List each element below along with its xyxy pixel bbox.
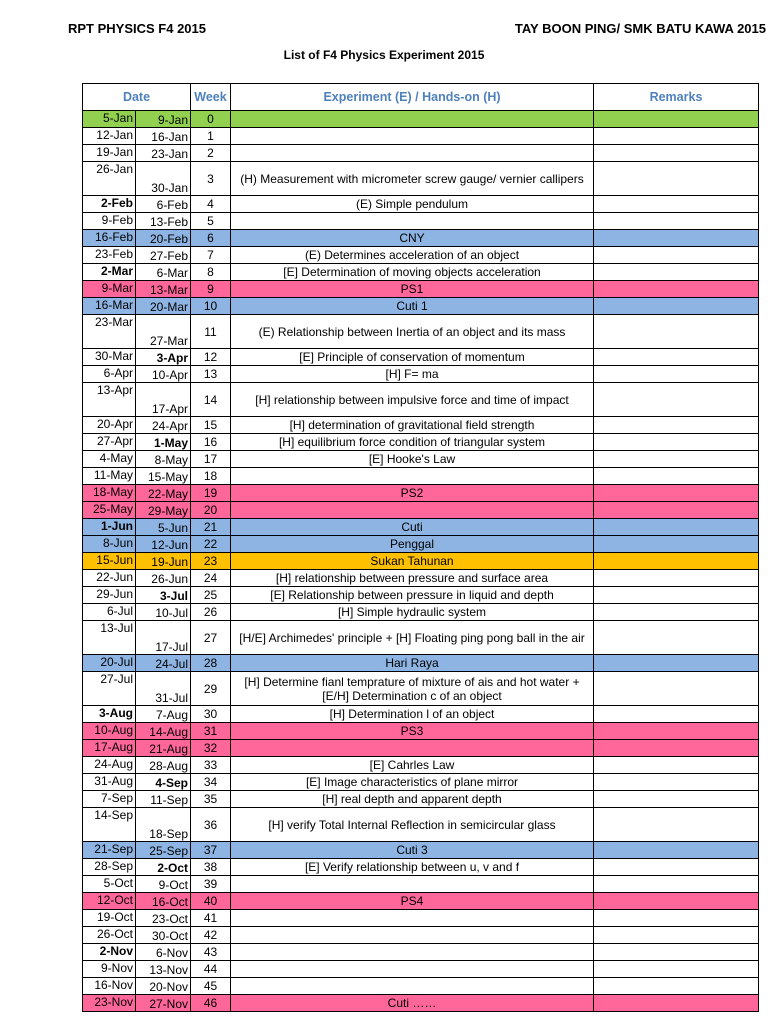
table-row — [83, 723, 759, 740]
week-end-date: 27-Mar — [136, 315, 191, 349]
remarks-cell — [594, 961, 759, 978]
week-start-date: 10-Aug — [83, 723, 136, 740]
week-start-date: 21-Sep — [83, 842, 136, 859]
table-row — [83, 536, 759, 553]
experiment-cell: [H] relationship between pressure and surface area — [231, 570, 594, 587]
experiment-cell: Hari Raya — [231, 655, 594, 672]
week-start-date: 2-Nov — [83, 944, 136, 961]
experiment-cell: (E) Determines acceleration of an object — [231, 247, 594, 264]
week-end-date: 24-Apr — [136, 417, 191, 434]
week-number: 0 — [191, 111, 231, 128]
week-start-date: 9-Feb — [83, 213, 136, 230]
table-row — [83, 468, 759, 485]
week-number: 6 — [191, 230, 231, 247]
remarks-cell — [594, 281, 759, 298]
table-row — [83, 706, 759, 723]
table-row — [83, 128, 759, 145]
experiment-cell — [231, 145, 594, 162]
week-end-date: 16-Oct — [136, 893, 191, 910]
remarks-cell — [594, 893, 759, 910]
experiment-cell: [E] Principle of conservation of momentum — [231, 349, 594, 366]
week-end-date: 17-Apr — [136, 383, 191, 417]
table-row — [83, 944, 759, 961]
week-end-date: 6-Mar — [136, 264, 191, 281]
schedule-body — [83, 111, 759, 1012]
table-row — [83, 740, 759, 757]
week-end-date: 9-Oct — [136, 876, 191, 893]
experiment-cell — [231, 213, 594, 230]
week-end-date: 25-Sep — [136, 842, 191, 859]
remarks-cell — [594, 757, 759, 774]
week-end-date: 5-Jun — [136, 519, 191, 536]
week-end-date: 4-Sep — [136, 774, 191, 791]
table-row — [83, 281, 759, 298]
week-start-date: 16-Mar — [83, 298, 136, 315]
experiment-cell: [H] Determine fianl temprature of mixture of ais and hot water + [E/H] Determination c of an object — [231, 672, 594, 706]
remarks-cell — [594, 740, 759, 757]
week-start-date: 23-Feb — [83, 247, 136, 264]
experiment-schedule-table — [82, 83, 759, 1012]
remarks-cell — [594, 247, 759, 264]
remarks-cell — [594, 502, 759, 519]
week-number: 11 — [191, 315, 231, 349]
remarks-cell — [594, 553, 759, 570]
remarks-cell — [594, 213, 759, 230]
week-number: 14 — [191, 383, 231, 417]
experiment-cell: [H] F= ma — [231, 366, 594, 383]
remarks-cell — [594, 468, 759, 485]
week-end-date: 20-Feb — [136, 230, 191, 247]
remarks-cell — [594, 621, 759, 655]
week-number: 5 — [191, 213, 231, 230]
week-end-date: 3-Jul — [136, 587, 191, 604]
week-number: 17 — [191, 451, 231, 468]
experiment-cell: [H] real depth and apparent depth — [231, 791, 594, 808]
document-subtitle: List of F4 Physics Experiment 2015 — [283, 48, 485, 62]
remarks-cell — [594, 366, 759, 383]
week-start-date: 9-Mar — [83, 281, 136, 298]
week-number: 44 — [191, 961, 231, 978]
week-start-date: 18-May — [83, 485, 136, 502]
remarks-cell — [594, 723, 759, 740]
experiment-cell — [231, 910, 594, 927]
week-number: 27 — [191, 621, 231, 655]
table-row — [83, 315, 759, 349]
table-row — [83, 196, 759, 213]
remarks-cell — [594, 910, 759, 927]
week-end-date: 20-Mar — [136, 298, 191, 315]
week-end-date: 13-Mar — [136, 281, 191, 298]
remarks-cell — [594, 349, 759, 366]
table-row — [83, 927, 759, 944]
week-end-date: 6-Feb — [136, 196, 191, 213]
week-end-date: 27-Feb — [136, 247, 191, 264]
experiment-cell: (E) Simple pendulum — [231, 196, 594, 213]
week-end-date: 29-May — [136, 502, 191, 519]
remarks-cell — [594, 315, 759, 349]
table-row — [83, 519, 759, 536]
table-row — [83, 978, 759, 995]
column-header-week: Week — [191, 84, 231, 111]
experiment-cell: [H] verify Total Internal Reflection in semicircular glass — [231, 808, 594, 842]
week-end-date: 3-Apr — [136, 349, 191, 366]
table-row — [83, 264, 759, 281]
remarks-cell — [594, 417, 759, 434]
week-start-date: 26-Jan — [83, 162, 136, 196]
week-start-date: 27-Jul — [83, 672, 136, 706]
week-start-date: 17-Aug — [83, 740, 136, 757]
remarks-cell — [594, 876, 759, 893]
week-start-date: 14-Sep — [83, 808, 136, 842]
experiment-cell: (E) Relationship between Inertia of an object and its mass — [231, 315, 594, 349]
experiment-cell: [H] determination of gravitational field strength — [231, 417, 594, 434]
week-end-date: 18-Sep — [136, 808, 191, 842]
week-end-date: 19-Jun — [136, 553, 191, 570]
week-start-date: 9-Nov — [83, 961, 136, 978]
week-start-date: 29-Jun — [83, 587, 136, 604]
experiment-cell — [231, 740, 594, 757]
table-row — [83, 417, 759, 434]
remarks-cell — [594, 655, 759, 672]
week-end-date: 26-Jun — [136, 570, 191, 587]
week-start-date: 2-Mar — [83, 264, 136, 281]
week-end-date: 11-Sep — [136, 791, 191, 808]
week-start-date: 22-Jun — [83, 570, 136, 587]
table-row — [83, 349, 759, 366]
remarks-cell — [594, 944, 759, 961]
week-end-date: 22-May — [136, 485, 191, 502]
experiment-cell — [231, 944, 594, 961]
experiment-cell: PS3 — [231, 723, 594, 740]
table-row — [83, 111, 759, 128]
week-number: 38 — [191, 859, 231, 876]
week-start-date: 13-Jul — [83, 621, 136, 655]
week-end-date: 28-Aug — [136, 757, 191, 774]
week-end-date: 21-Aug — [136, 740, 191, 757]
week-end-date: 31-Jul — [136, 672, 191, 706]
experiment-cell: PS2 — [231, 485, 594, 502]
week-end-date: 13-Nov — [136, 961, 191, 978]
week-number: 43 — [191, 944, 231, 961]
week-end-date: 2-Oct — [136, 859, 191, 876]
week-end-date: 30-Jan — [136, 162, 191, 196]
experiment-cell: Cuti 3 — [231, 842, 594, 859]
week-start-date: 2-Feb — [83, 196, 136, 213]
table-row — [83, 859, 759, 876]
week-number: 9 — [191, 281, 231, 298]
table-row — [83, 893, 759, 910]
table-row — [83, 961, 759, 978]
week-end-date: 15-May — [136, 468, 191, 485]
week-start-date: 13-Apr — [83, 383, 136, 417]
remarks-cell — [594, 451, 759, 468]
experiment-cell: Penggal — [231, 536, 594, 553]
week-number: 26 — [191, 604, 231, 621]
week-start-date: 12-Oct — [83, 893, 136, 910]
experiment-cell: [E] Verify relationship between u, v and f — [231, 859, 594, 876]
week-start-date: 23-Nov — [83, 995, 136, 1012]
week-number: 16 — [191, 434, 231, 451]
remarks-cell — [594, 587, 759, 604]
week-start-date: 3-Aug — [83, 706, 136, 723]
experiment-cell: [H] relationship between impulsive force and time of impact — [231, 383, 594, 417]
table-row — [83, 910, 759, 927]
table-row — [83, 247, 759, 264]
week-start-date: 5-Jan — [83, 111, 136, 128]
week-end-date: 9-Jan — [136, 111, 191, 128]
week-number: 24 — [191, 570, 231, 587]
table-row — [83, 383, 759, 417]
experiment-cell — [231, 502, 594, 519]
week-end-date: 13-Feb — [136, 213, 191, 230]
remarks-cell — [594, 264, 759, 281]
week-end-date: 23-Oct — [136, 910, 191, 927]
week-start-date: 6-Apr — [83, 366, 136, 383]
week-number: 15 — [191, 417, 231, 434]
experiment-cell: PS1 — [231, 281, 594, 298]
week-start-date: 1-Jun — [83, 519, 136, 536]
document-header-left: RPT PHYSICS F4 2015 — [68, 21, 206, 36]
week-end-date: 8-May — [136, 451, 191, 468]
week-end-date: 10-Jul — [136, 604, 191, 621]
table-row — [83, 604, 759, 621]
table-row — [83, 434, 759, 451]
column-header-experiment: Experiment (E) / Hands-on (H) — [231, 84, 594, 111]
week-start-date: 19-Jan — [83, 145, 136, 162]
week-start-date: 6-Jul — [83, 604, 136, 621]
experiment-cell: PS4 — [231, 893, 594, 910]
table-row — [83, 570, 759, 587]
remarks-cell — [594, 927, 759, 944]
experiment-cell — [231, 978, 594, 995]
remarks-cell — [594, 162, 759, 196]
week-start-date: 31-Aug — [83, 774, 136, 791]
week-number: 3 — [191, 162, 231, 196]
week-end-date: 27-Nov — [136, 995, 191, 1012]
week-number: 33 — [191, 757, 231, 774]
week-number: 30 — [191, 706, 231, 723]
week-number: 25 — [191, 587, 231, 604]
table-row — [83, 298, 759, 315]
table-row — [83, 757, 759, 774]
week-number: 28 — [191, 655, 231, 672]
experiment-cell: Sukan Tahunan — [231, 553, 594, 570]
week-end-date: 6-Nov — [136, 944, 191, 961]
week-start-date: 27-Apr — [83, 434, 136, 451]
table-row — [83, 655, 759, 672]
remarks-cell — [594, 672, 759, 706]
experiment-cell — [231, 961, 594, 978]
table-row — [83, 774, 759, 791]
remarks-cell — [594, 995, 759, 1012]
column-header-date: Date — [83, 84, 191, 111]
remarks-cell — [594, 791, 759, 808]
week-number: 29 — [191, 672, 231, 706]
remarks-cell — [594, 842, 759, 859]
experiment-cell: Cuti …… — [231, 995, 594, 1012]
experiment-cell: Cuti — [231, 519, 594, 536]
week-start-date: 30-Mar — [83, 349, 136, 366]
week-start-date: 25-May — [83, 502, 136, 519]
week-start-date: 4-May — [83, 451, 136, 468]
week-start-date: 11-May — [83, 468, 136, 485]
week-start-date: 16-Feb — [83, 230, 136, 247]
week-number: 8 — [191, 264, 231, 281]
week-start-date: 5-Oct — [83, 876, 136, 893]
remarks-cell — [594, 128, 759, 145]
week-end-date: 10-Apr — [136, 366, 191, 383]
table-row — [83, 876, 759, 893]
week-start-date: 12-Jan — [83, 128, 136, 145]
week-number: 19 — [191, 485, 231, 502]
week-number: 41 — [191, 910, 231, 927]
experiment-cell: Cuti 1 — [231, 298, 594, 315]
table-row — [83, 672, 759, 706]
experiment-cell: CNY — [231, 230, 594, 247]
week-number: 36 — [191, 808, 231, 842]
column-header-remarks: Remarks — [594, 84, 759, 111]
week-end-date: 7-Aug — [136, 706, 191, 723]
remarks-cell — [594, 536, 759, 553]
week-number: 42 — [191, 927, 231, 944]
experiment-cell: [E] Relationship between pressure in liquid and depth — [231, 587, 594, 604]
week-number: 21 — [191, 519, 231, 536]
experiment-cell — [231, 128, 594, 145]
week-number: 22 — [191, 536, 231, 553]
week-number: 4 — [191, 196, 231, 213]
week-start-date: 23-Mar — [83, 315, 136, 349]
week-end-date: 1-May — [136, 434, 191, 451]
table-row — [83, 587, 759, 604]
week-start-date: 20-Apr — [83, 417, 136, 434]
week-start-date: 15-Jun — [83, 553, 136, 570]
table-row — [83, 451, 759, 468]
experiment-cell: (H) Measurement with micrometer screw gauge/ vernier callipers — [231, 162, 594, 196]
week-start-date: 24-Aug — [83, 757, 136, 774]
week-end-date: 12-Jun — [136, 536, 191, 553]
remarks-cell — [594, 230, 759, 247]
remarks-cell — [594, 434, 759, 451]
document-header-right: TAY BOON PING/ SMK BATU KAWA 2015 — [514, 21, 766, 36]
remarks-cell — [594, 978, 759, 995]
remarks-cell — [594, 570, 759, 587]
remarks-cell — [594, 859, 759, 876]
week-start-date: 19-Oct — [83, 910, 136, 927]
experiment-cell: [E] Image characteristics of plane mirror — [231, 774, 594, 791]
table-row — [83, 808, 759, 842]
table-row — [83, 621, 759, 655]
week-number: 12 — [191, 349, 231, 366]
week-number: 46 — [191, 995, 231, 1012]
table-row — [83, 162, 759, 196]
table-row — [83, 366, 759, 383]
table-row — [83, 995, 759, 1012]
week-start-date: 7-Sep — [83, 791, 136, 808]
table-row — [83, 213, 759, 230]
week-start-date: 28-Sep — [83, 859, 136, 876]
week-number: 13 — [191, 366, 231, 383]
remarks-cell — [594, 519, 759, 536]
experiment-cell — [231, 876, 594, 893]
experiment-cell: [E] Hooke's Law — [231, 451, 594, 468]
week-number: 7 — [191, 247, 231, 264]
week-number: 34 — [191, 774, 231, 791]
week-start-date: 20-Jul — [83, 655, 136, 672]
experiment-cell: [E] Determination of moving objects acceleration — [231, 264, 594, 281]
remarks-cell — [594, 485, 759, 502]
week-start-date: 16-Nov — [83, 978, 136, 995]
remarks-cell — [594, 604, 759, 621]
experiment-cell: [H] Determination l of an object — [231, 706, 594, 723]
week-number: 40 — [191, 893, 231, 910]
week-end-date: 30-Oct — [136, 927, 191, 944]
table-row — [83, 791, 759, 808]
table-row — [83, 485, 759, 502]
remarks-cell — [594, 383, 759, 417]
remarks-cell — [594, 298, 759, 315]
week-start-date: 26-Oct — [83, 927, 136, 944]
remarks-cell — [594, 145, 759, 162]
table-header-row — [83, 84, 759, 111]
experiment-cell — [231, 927, 594, 944]
experiment-cell: [H/E] Archimedes' principle + [H] Floating ping pong ball in the air — [231, 621, 594, 655]
week-end-date: 14-Aug — [136, 723, 191, 740]
table-row — [83, 553, 759, 570]
week-number: 35 — [191, 791, 231, 808]
week-number: 20 — [191, 502, 231, 519]
week-end-date: 23-Jan — [136, 145, 191, 162]
week-number: 32 — [191, 740, 231, 757]
week-number: 2 — [191, 145, 231, 162]
experiment-cell: [E] Cahrles Law — [231, 757, 594, 774]
table-row — [83, 502, 759, 519]
week-number: 31 — [191, 723, 231, 740]
remarks-cell — [594, 706, 759, 723]
table-row — [83, 230, 759, 247]
remarks-cell — [594, 774, 759, 791]
week-number: 45 — [191, 978, 231, 995]
remarks-cell — [594, 808, 759, 842]
experiment-cell: [H] equilibrium force condition of triangular system — [231, 434, 594, 451]
week-end-date: 24-Jul — [136, 655, 191, 672]
week-number: 1 — [191, 128, 231, 145]
week-end-date: 20-Nov — [136, 978, 191, 995]
remarks-cell — [594, 196, 759, 213]
remarks-cell — [594, 111, 759, 128]
week-end-date: 16-Jan — [136, 128, 191, 145]
table-row — [83, 842, 759, 859]
week-start-date: 8-Jun — [83, 536, 136, 553]
table-row — [83, 145, 759, 162]
week-number: 23 — [191, 553, 231, 570]
experiment-cell — [231, 468, 594, 485]
experiment-cell: [H] Simple hydraulic system — [231, 604, 594, 621]
week-end-date: 17-Jul — [136, 621, 191, 655]
week-number: 10 — [191, 298, 231, 315]
week-number: 37 — [191, 842, 231, 859]
experiment-cell — [231, 111, 594, 128]
week-number: 18 — [191, 468, 231, 485]
week-number: 39 — [191, 876, 231, 893]
